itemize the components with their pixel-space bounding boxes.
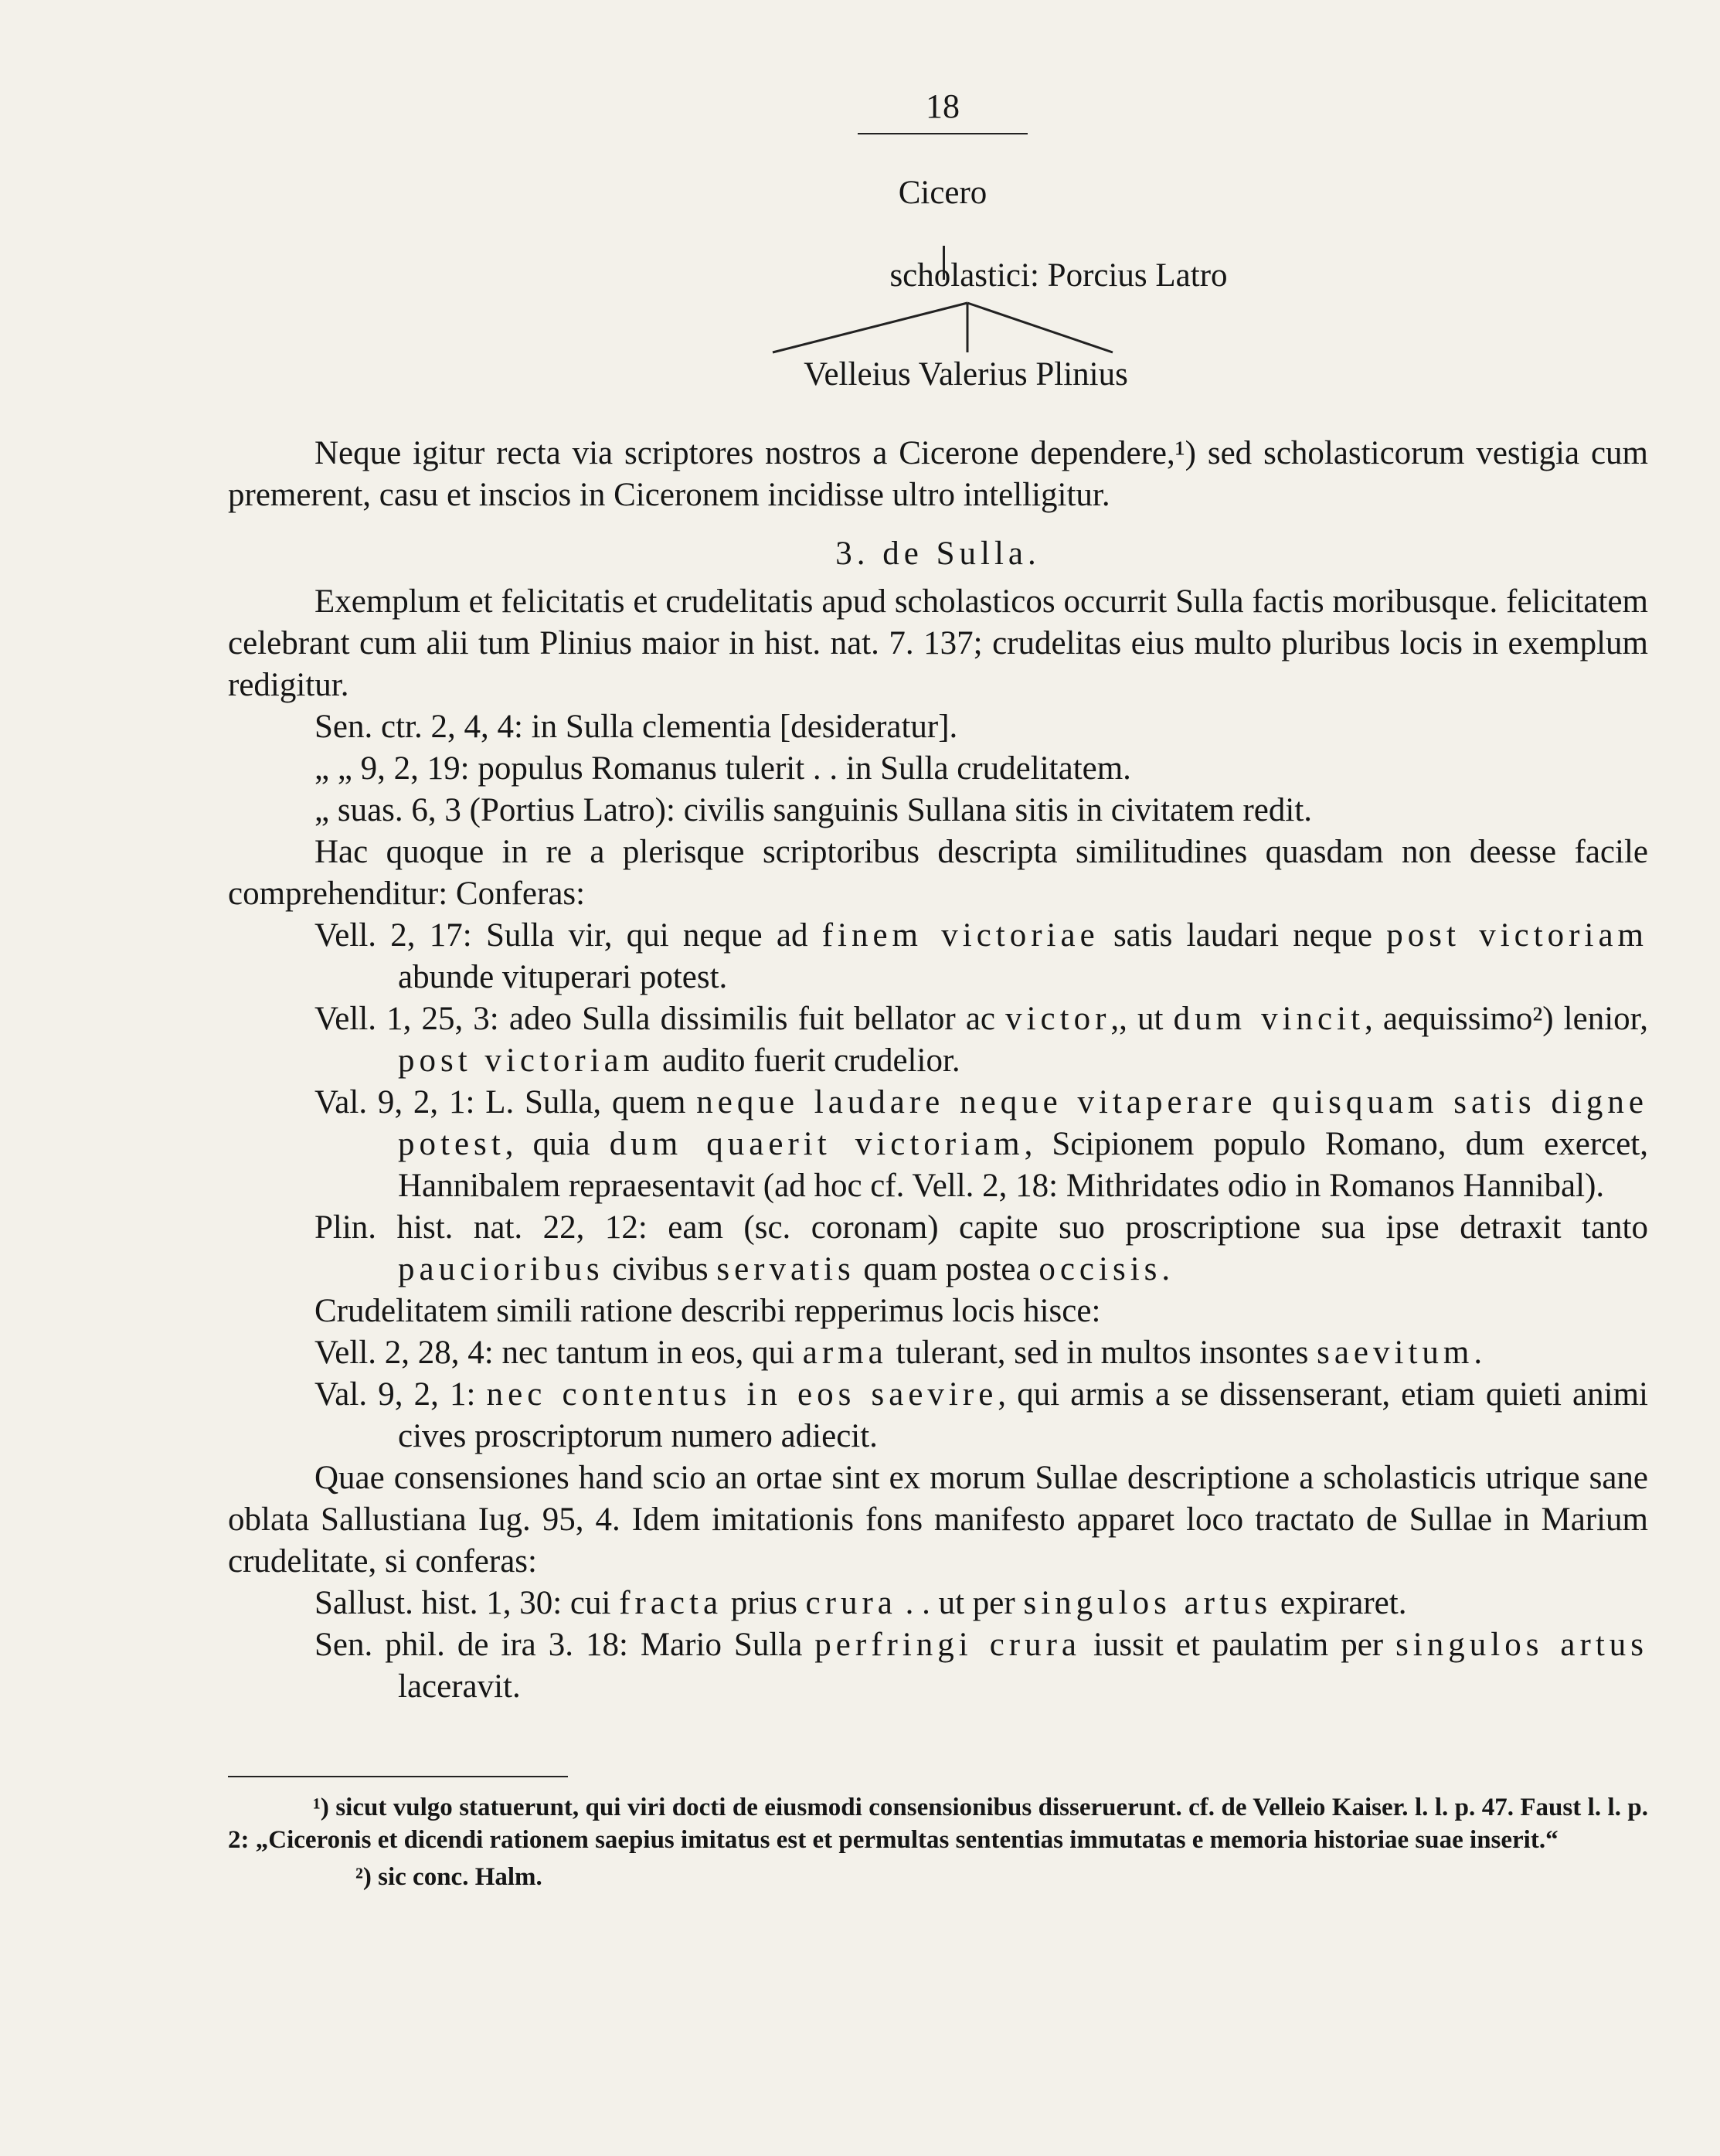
quote-vell-1-25: Vell. 1, 25, 3: adeo Sulla dissimilis fuit bellator ac victor,, ut dum vincit, aequissimo²) lenior, post victoriam audito fuerit crudelior. [314,1001,1648,1079]
footnote-rule [228,1776,568,1777]
section-title: 3. de Sulla. [835,536,1041,572]
paragraph-5: Quae consensiones hand scio an ortae sint ex morum Sullae descriptione a scholasticis utrique sane oblata Sallustiana Iug. 95, 4. Idem imitationis fons manifesto apparet loco tractato de Sullae in Marium crudelitate, si conferas: [228,1460,1648,1580]
paragraph-2: Exemplum et felicitatis et crudelitatis apud scholasticos occurrit Sulla factis moribusque. felicitatem celebrant cum alii tum Plinius maior in hist. nat. 7. 137; crudelitas eius multo pluribus locis in exemplum redigitur. [228,583,1648,703]
stemma-top: Cicero [898,175,987,211]
sen-suas: „ suas. 6, 3 (Portius Latro): civilis sanguinis Sullana sitis in civitatem redit. [314,792,1313,828]
quote-plin: Plin. hist. nat. 22, 12: eam (sc. coronam) capite suo proscriptione sua ipse detraxit tanto paucioribus civibus servatis quam postea occisis. [314,1209,1648,1287]
paragraph-4: Crudelitatem simili ratione describi repperimus locis hisce: [314,1293,1101,1329]
quote-sen-phil: Sen. phil. de ira 3. 18: Mario Sulla perfringi crura iussit et paulatim per singulos artus laceravit. [314,1627,1648,1705]
page-number: 18 [926,87,960,125]
stemma-bottom: Velleius Valerius Plinius [804,356,1128,393]
stemma-middle: scholastici: Porcius Latro [889,257,1228,294]
paragraph-3: Hac quoque in re a plerisque scriptoribus descripta similitudines quasdam non deesse facile comprehenditur: Conferas: [228,834,1648,912]
quote-vell-2-28: Vell. 2, 28, 4: nec tantum in eos, qui arma tulerant, sed in multos insontes saevitum. [314,1335,1483,1371]
sen-ctr-1: Sen. ctr. 2, 4, 4: in Sulla clementia [desideratur]. [314,709,958,745]
quote-sallust: Sallust. hist. 1, 30: cui fracta prius crura . . ut per singulos artus expiraret. [314,1585,1407,1621]
main-text [228,433,1648,1708]
stemma-lines [0,0,1720,402]
footnotes [228,1791,1648,1893]
sen-ctr-2: „ „ 9, 2, 19: populus Romanus tulerit . . in Sulla crudelitatem. [314,750,1131,787]
footnote-2: ²) sic conc. Halm. [355,1863,542,1891]
quote-val-9-2-b: Val. 9, 2, 1: nec contentus in eos saevire, qui armis a se dissenserant, etiam quieti animi cives proscriptorum numero adiecit. [314,1376,1648,1454]
paragraph-1: Neque igitur recta via scriptores nostros a Cicerone dependere,¹) sed scholasticorum vestigia cum premerent, casu et inscios in Ciceronem incidisse ultro intelligitur. [228,435,1648,513]
quote-val-9-2: Val. 9, 2, 1: L. Sulla, quem neque laudare neque vitaperare quisquam satis digne potest, quia dum quaerit victoriam, Scipionem populo Romano, dum exercet, Hannibalem repraesentavit (ad hoc cf. Vell. 2, 18: Mithridates odio in Romanos Hannibal). [314,1084,1648,1204]
footnote-1: ¹) sicut vulgo statuerunt, qui viri docti de eiusmodi consensionibus disseruerunt. cf. de Velleio Kaiser. l. l. p. 47. Faust l. l. p. 2: „Ciceronis et dicendi rationem saepius imitatus est et permultas sententias immutatas e memoria historiae suae inserit.“ [228,1794,1648,1854]
quote-vell-2-17: Vell. 2, 17: Sulla vir, qui neque ad finem victoriae satis laudari neque post victoriam abunde vituperari potest. [314,917,1648,995]
